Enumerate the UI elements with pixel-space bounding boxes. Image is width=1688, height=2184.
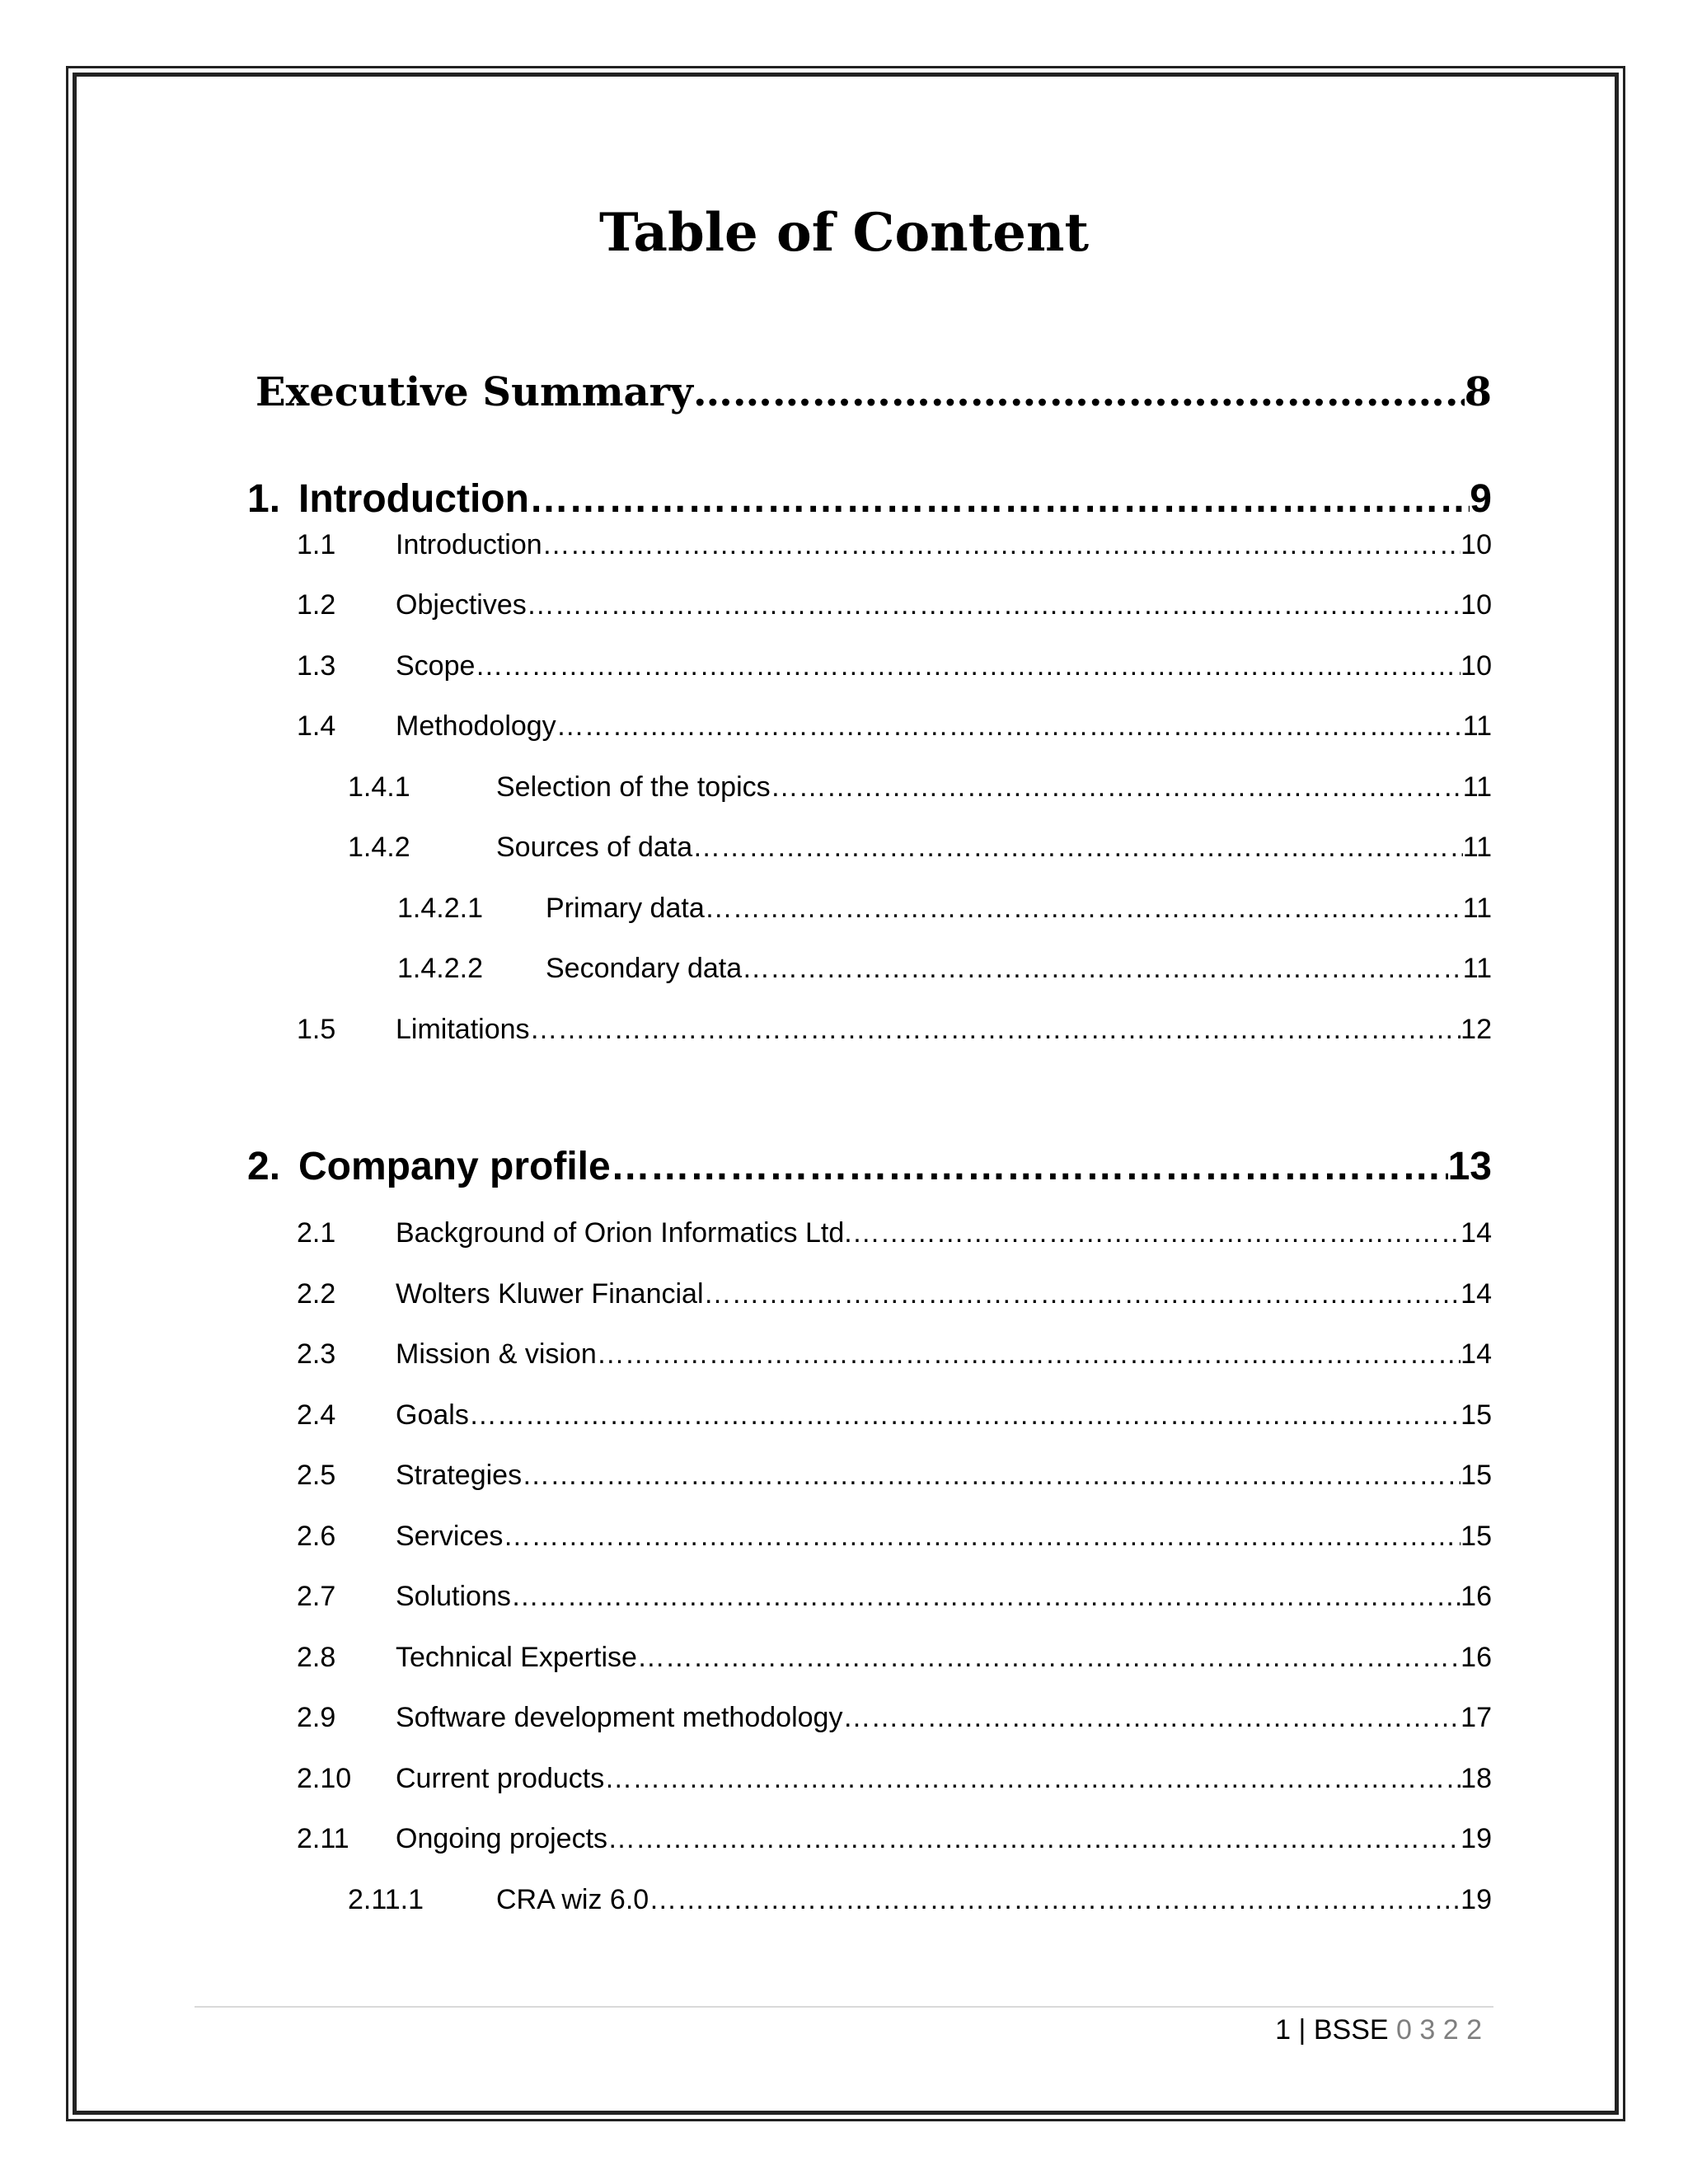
toc-entry-number: 1.4.2.2 bbox=[397, 953, 483, 984]
toc-entry-number: 2.5 bbox=[297, 1460, 336, 1491]
toc-entry-label: Solutions bbox=[396, 1581, 511, 1612]
toc-entry-page: 11 bbox=[1462, 771, 1492, 803]
toc-entry-2-11-1[interactable] bbox=[348, 1884, 1492, 1927]
toc-entry-page: 15 bbox=[1461, 1460, 1492, 1491]
toc-entry-2-11[interactable] bbox=[297, 1823, 1492, 1866]
toc-entry-label: Secondary data bbox=[546, 953, 743, 984]
toc-entry-1-4[interactable] bbox=[297, 710, 1492, 753]
toc-entry-page: 19 bbox=[1461, 1884, 1492, 1915]
toc-entry-number: 1.3 bbox=[297, 650, 336, 682]
page-footer bbox=[1275, 2009, 1482, 2050]
toc-leader-dots bbox=[692, 832, 1463, 864]
toc-entry-number: 1.1 bbox=[297, 529, 336, 560]
toc-leader-dots bbox=[503, 1521, 1461, 1553]
toc-leader-dots bbox=[611, 1144, 1448, 1189]
toc-leader-dots bbox=[705, 893, 1463, 925]
toc-entry-label: Wolters Kluwer Financial bbox=[396, 1278, 704, 1310]
toc-entry-label: Goals bbox=[396, 1399, 469, 1431]
toc-chapter-label: Company profile bbox=[298, 1145, 611, 1188]
page-title: Table of Content bbox=[598, 202, 1090, 264]
toc-entry-1-5[interactable] bbox=[297, 1014, 1492, 1057]
toc-entry-page: 10 bbox=[1461, 650, 1492, 682]
toc-leader-dots bbox=[693, 369, 1465, 415]
toc-entry-2-1[interactable] bbox=[297, 1217, 1492, 1260]
toc-leader-dots bbox=[852, 1217, 1461, 1249]
toc-entry-2-5[interactable] bbox=[297, 1460, 1492, 1502]
toc-entry-executive-summary[interactable] bbox=[256, 369, 1492, 427]
toc-entry-number: 2.7 bbox=[297, 1581, 336, 1612]
toc-entry-page: 15 bbox=[1461, 1521, 1492, 1552]
toc-leader-dots bbox=[771, 771, 1463, 804]
toc-entry-2-9[interactable] bbox=[297, 1702, 1492, 1745]
toc-entry-2-10[interactable] bbox=[297, 1763, 1492, 1806]
toc-entry-page: 14 bbox=[1461, 1278, 1492, 1310]
toc-chapter-number: 1. bbox=[247, 477, 281, 521]
toc-entry-page: 11 bbox=[1462, 893, 1492, 924]
toc-leader-dots bbox=[597, 1338, 1461, 1371]
toc-entry-label: Current products bbox=[396, 1763, 605, 1794]
footer-code: 0 3 2 2 bbox=[1396, 2014, 1482, 2046]
toc-chapter-page: 13 bbox=[1447, 1145, 1492, 1188]
toc-entry-number: 1.4 bbox=[297, 710, 336, 742]
toc-entry-number: 1.4.1 bbox=[348, 771, 410, 803]
toc-entry-number: 2.6 bbox=[297, 1521, 336, 1552]
toc-entry-label: CRA wiz 6.0 bbox=[496, 1884, 649, 1915]
toc-chapter-company-profile[interactable] bbox=[247, 1144, 1492, 1202]
toc-leader-dots bbox=[556, 710, 1463, 743]
toc-entry-page: 16 bbox=[1461, 1581, 1492, 1612]
toc-entry-number: 2.11 bbox=[297, 1823, 349, 1854]
toc-entry-number: 2.9 bbox=[297, 1702, 336, 1733]
footer-page-number: 1 bbox=[1275, 2014, 1292, 2046]
toc-entry-number: 2.10 bbox=[297, 1763, 352, 1794]
toc-entry-2-8[interactable] bbox=[297, 1642, 1492, 1685]
toc-entry-2-4[interactable] bbox=[297, 1399, 1492, 1442]
toc-leader-dots bbox=[527, 589, 1461, 621]
toc-entry-1-4-1[interactable] bbox=[348, 771, 1492, 814]
toc-entry-number: 2.3 bbox=[297, 1338, 336, 1370]
toc-entry-label: Background of Orion Informatics Ltd. bbox=[396, 1217, 852, 1249]
toc-chapter-label: Introduction bbox=[298, 477, 529, 521]
toc-entry-page: 19 bbox=[1461, 1823, 1492, 1854]
toc-leader-dots bbox=[637, 1642, 1461, 1674]
toc-entry-page: 10 bbox=[1461, 589, 1492, 621]
toc-leader-dots bbox=[604, 1763, 1461, 1795]
toc-leader-dots bbox=[511, 1581, 1461, 1613]
toc-entry-page: 14 bbox=[1461, 1217, 1492, 1249]
toc-entry-page: 11 bbox=[1462, 710, 1492, 742]
toc-entry-label: Software development methodology bbox=[396, 1702, 843, 1733]
toc-leader-dots bbox=[522, 1460, 1461, 1492]
toc-entry-1-4-2-1[interactable] bbox=[397, 893, 1492, 935]
toc-leader-dots bbox=[469, 1399, 1461, 1432]
toc-entry-1-4-2[interactable] bbox=[348, 832, 1492, 874]
toc-entry-2-2[interactable] bbox=[297, 1278, 1492, 1321]
toc-entry-label: Executive Summary bbox=[256, 369, 693, 415]
toc-entry-label: Sources of data bbox=[496, 832, 693, 863]
toc-entry-label: Mission & vision bbox=[396, 1338, 597, 1370]
toc-entry-page: 16 bbox=[1461, 1642, 1492, 1673]
toc-entry-label: Selection of the topics bbox=[496, 771, 771, 803]
toc-entry-page: 11 bbox=[1462, 953, 1492, 984]
toc-entry-number: 2.11.1 bbox=[348, 1884, 424, 1915]
toc-entry-page: 8 bbox=[1464, 369, 1492, 415]
toc-entry-label: Technical Expertise bbox=[396, 1642, 637, 1673]
toc-entry-page: 14 bbox=[1461, 1338, 1492, 1370]
footer-divider bbox=[195, 2006, 1493, 2008]
toc-entry-page: 12 bbox=[1461, 1014, 1492, 1045]
toc-entry-page: 18 bbox=[1461, 1763, 1492, 1794]
footer-separator: | bbox=[1298, 2014, 1306, 2046]
toc-leader-dots bbox=[475, 650, 1461, 682]
toc-entry-label: Ongoing projects bbox=[396, 1823, 608, 1854]
toc-entry-number: 1.5 bbox=[297, 1014, 336, 1045]
toc-entry-label: Objectives bbox=[396, 589, 527, 621]
toc-chapter-number: 2. bbox=[247, 1145, 281, 1188]
toc-leader-dots bbox=[842, 1702, 1461, 1734]
toc-entry-page: 17 bbox=[1461, 1702, 1492, 1733]
toc-entry-2-7[interactable] bbox=[297, 1581, 1492, 1624]
toc-entry-page: 11 bbox=[1462, 832, 1492, 863]
toc-chapter-page: 9 bbox=[1470, 477, 1492, 521]
toc-entry-1-4-2-2[interactable] bbox=[397, 953, 1492, 996]
toc-entry-page: 10 bbox=[1461, 529, 1492, 560]
toc-entry-number: 2.8 bbox=[297, 1642, 336, 1673]
toc-entry-label: Scope bbox=[396, 650, 476, 682]
toc-entry-1-2[interactable] bbox=[297, 589, 1492, 632]
toc-entry-number: 2.4 bbox=[297, 1399, 336, 1431]
toc-leader-dots bbox=[530, 1014, 1461, 1046]
toc-entry-number: 1.2 bbox=[297, 589, 336, 621]
toc-entry-label: Services bbox=[396, 1521, 504, 1552]
toc-leader-dots bbox=[649, 1884, 1461, 1916]
toc-entry-number: 2.1 bbox=[297, 1217, 336, 1249]
toc-leader-dots bbox=[529, 476, 1470, 522]
toc-entry-label: Methodology bbox=[396, 710, 556, 742]
toc-entry-1-1[interactable] bbox=[297, 529, 1492, 572]
toc-entry-label: Limitations bbox=[396, 1014, 530, 1045]
toc-entry-1-3[interactable] bbox=[297, 650, 1492, 693]
toc-chapter-introduction[interactable] bbox=[247, 476, 1492, 534]
toc-entry-label: Introduction bbox=[396, 529, 542, 560]
toc-leader-dots bbox=[742, 953, 1463, 985]
toc-entry-number: 2.2 bbox=[297, 1278, 336, 1310]
toc-leader-dots bbox=[607, 1823, 1461, 1855]
toc-entry-number: 1.4.2.1 bbox=[397, 893, 483, 924]
toc-entry-2-6[interactable] bbox=[297, 1521, 1492, 1563]
toc-leader-dots bbox=[542, 529, 1461, 561]
footer-label: BSSE bbox=[1313, 2014, 1389, 2046]
toc-entry-2-3[interactable] bbox=[297, 1338, 1492, 1381]
toc-entry-label: Primary data bbox=[546, 893, 705, 924]
toc-entry-page: 15 bbox=[1461, 1399, 1492, 1431]
toc-entry-label: Strategies bbox=[396, 1460, 523, 1491]
toc-entry-number: 1.4.2 bbox=[348, 832, 410, 863]
toc-leader-dots bbox=[704, 1278, 1461, 1310]
